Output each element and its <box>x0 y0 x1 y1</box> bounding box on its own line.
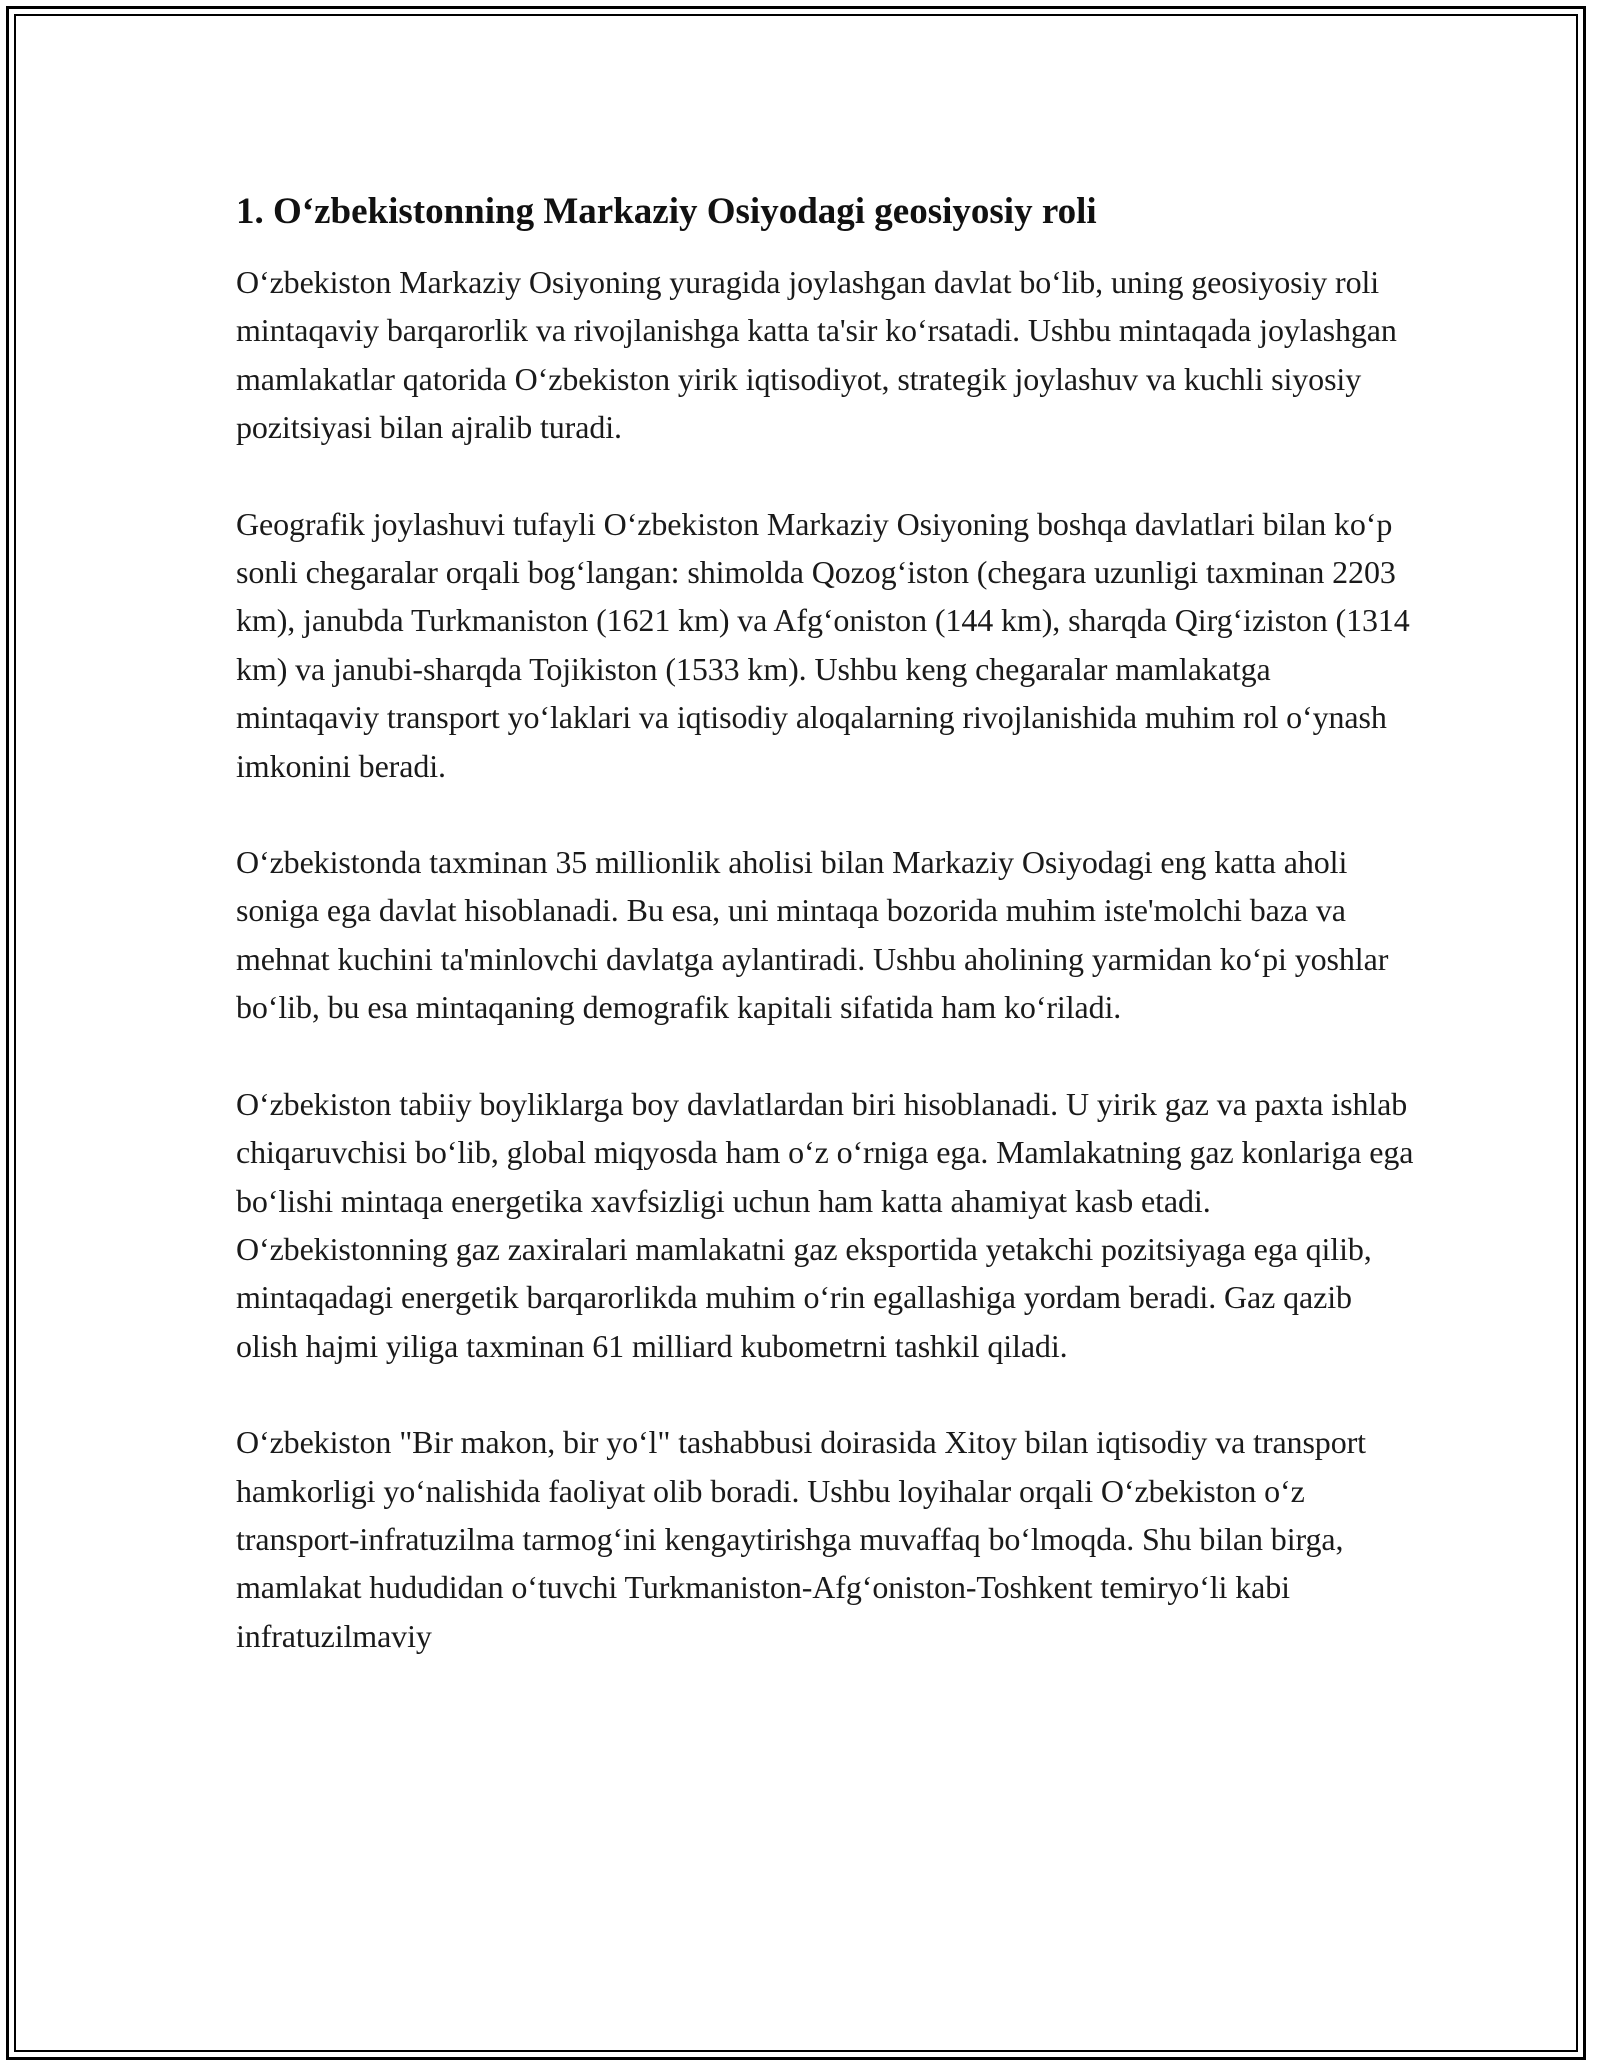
paragraph-intro: Oʻzbekiston Markaziy Osiyoning yuragida joylashgan davlat boʻlib, uning geosiyosiy roli mintaqaviy barqarorlik va rivojlanishga katta ta'sir koʻrsatadi. Ushbu mintaqada joylashgan mamlakatlar qatorida Oʻzbekiston yirik iqtisodiyot, strategik joylashuv va kuchli siyosiy pozitsiyasi bilan ajralib turadi. <box>236 264 1397 446</box>
document-body <box>236 182 1416 1708</box>
paragraph-belt-road: Oʻzbekiston "Bir makon, bir yoʻl" tashabbusi doirasida Xitoy bilan iqtisodiy va transport hamkorligi yoʻnalishida faoliyat olib boradi. Ushbu loyihalar orqali Oʻzbekiston oʻz transport-infratuzilma tarmogʻini kengaytirishga muvaffaq boʻlmoqda. Shu bilan birga, mamlakat hududidan oʻtuvchi Turkmaniston-Afgʻoniston-Toshkent temiryoʻli kabi infratuzilmaviy <box>236 1424 1366 1654</box>
paragraph-population: Oʻzbekistonda taxminan 35 millionlik aholisi bilan Markaziy Osiyodagi eng katta aholi soniga ega davlat hisoblanadi. Bu esa, uni mintaqa bozorida muhim iste'molchi baza va mehnat kuchini ta'minlovchi davlatga aylantiradi. Ushbu aholining yarmidan koʻpi yoshlar boʻlib, bu esa mintaqaning demografik kapitali sifatida ham koʻriladi. <box>236 844 1389 1026</box>
section-heading: 1. Oʻzbekistonning Markaziy Osiyodagi geosiyosiy roli <box>236 191 1097 232</box>
paragraph-geography: Geografik joylashuvi tufayli Oʻzbekiston Markaziy Osiyoning boshqa davlatlari bilan koʻp sonli chegaralar orqali bogʻlangan: shimolda Qozogʻiston (chegara uzunligi taxminan 2203 km), janubda Turkmaniston (1621 km) va Afgʻoniston (144 km), sharqda Qirgʻiziston (1314 km) va janubi-sharqda Tojikiston (1533 km). Ushbu keng chegaralar mamlakatga mintaqaviy transport yoʻlaklari va iqtisodiy aloqalarning rivojlanishida muhim rol oʻynash imkonini beradi. <box>236 505 1410 784</box>
paragraph-resources: Oʻzbekiston tabiiy boyliklarga boy davlatlardan biri hisoblanadi. U yirik gaz va paxta ishlab chiqaruvchisi boʻlib, global miqyosda ham oʻz oʻrniga ega. Mamlakatning gaz konlariga ega boʻlishi mintaqa energetika xavfsizligi uchun ham katta ahamiyat kasb etadi. Oʻzbekistonning gaz zaxiralari mamlakatni gaz eksportida yetakchi pozitsiyaga ega qilib, mintaqadagi energetik barqarorlikda muhim oʻrin egallashiga yordam beradi. Gaz qazib olish hajmi yiliga taxminan 61 milliard kubometrni tashkil qiladi. <box>236 1085 1414 1364</box>
